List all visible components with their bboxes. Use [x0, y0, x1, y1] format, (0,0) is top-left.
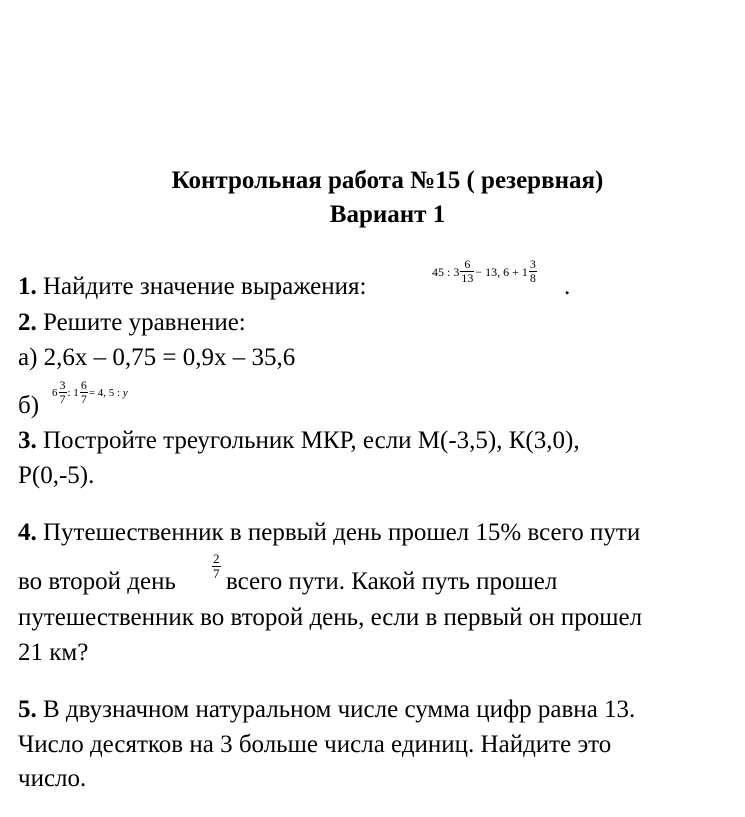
expr-rest: = 4, 5 : — [88, 386, 121, 399]
task-3-number: 3. — [18, 427, 37, 454]
task-4-line-2b: всего пути. Какой путь прошел — [226, 568, 558, 595]
task-5-line-3: число. — [18, 765, 87, 792]
fraction-denominator: 7 — [213, 566, 220, 581]
worksheet-title: Контрольная работа №15 ( резервная) — [171, 167, 604, 194]
fraction-numerator: 6 — [80, 378, 87, 392]
task-1-text: Найдите значение выражения: — [43, 273, 367, 300]
task-3 — [18, 426, 580, 456]
task-1-number: 1. — [18, 273, 37, 300]
fraction-numerator: 3 — [529, 257, 536, 271]
fraction-denominator: 7 — [59, 392, 66, 406]
mixed-whole-6: 6 — [52, 386, 58, 399]
fraction-denominator: 8 — [529, 271, 536, 285]
variable-y: y — [122, 386, 128, 399]
fraction-denominator: 7 — [80, 392, 87, 406]
task-1-end-dot: . — [564, 273, 571, 300]
task-1-expression — [432, 258, 538, 285]
task-2 — [18, 308, 246, 338]
variant-title: Вариант 1 — [329, 201, 446, 228]
task-5-line-1: В двузначном натуральном числе сумма цифр равна 13. — [43, 696, 636, 723]
fraction-6-13 — [460, 258, 474, 285]
task-4-line-1: Путешественник в первый день прошел 15% всего пути — [43, 519, 641, 546]
task-5-number: 5. — [18, 696, 37, 723]
task-2-number: 2. — [18, 309, 37, 336]
task-5 — [18, 695, 635, 725]
task-3-line-2: Р(0,-5). — [18, 462, 95, 489]
task-2a-equation: а) 2,6х – 0,75 = 0,9х – 35,6 — [18, 344, 296, 371]
expr-part-b: − 13, 6 + 1 — [475, 264, 528, 279]
task-4 — [18, 518, 640, 548]
expr-mid: : 1 — [67, 386, 79, 399]
task-4-line-4: 21 км? — [18, 639, 89, 666]
fraction-numerator: 3 — [59, 378, 66, 392]
fraction-numerator: 2 — [213, 551, 220, 566]
task-4-number: 4. — [18, 519, 37, 546]
expr-part-a: 45 : 3 — [432, 264, 460, 279]
task-5-line-2: Число десятков на 3 больше числа единиц. Найдите это — [18, 731, 612, 758]
task-3-line-1: Постройте треугольник МКР, если М(-3,5), К(3,0), — [43, 427, 580, 454]
task-2b-expression — [52, 379, 128, 406]
fraction-6-7 — [80, 379, 88, 406]
fraction-numerator: 6 — [460, 258, 474, 272]
task-2-text: Решите уравнение: — [43, 309, 246, 336]
task-1 — [18, 272, 366, 302]
fraction-denominator: 13 — [461, 271, 474, 285]
fraction-3-7 — [59, 379, 67, 406]
task-4-line-3: путешественник во второй день, если в первый он прошел — [18, 604, 643, 631]
task-2b-label: б) — [18, 392, 40, 419]
fraction-3-8 — [529, 258, 537, 285]
task-4-line-2a: во второй день — [18, 568, 176, 595]
fraction-2-7 — [212, 552, 221, 581]
